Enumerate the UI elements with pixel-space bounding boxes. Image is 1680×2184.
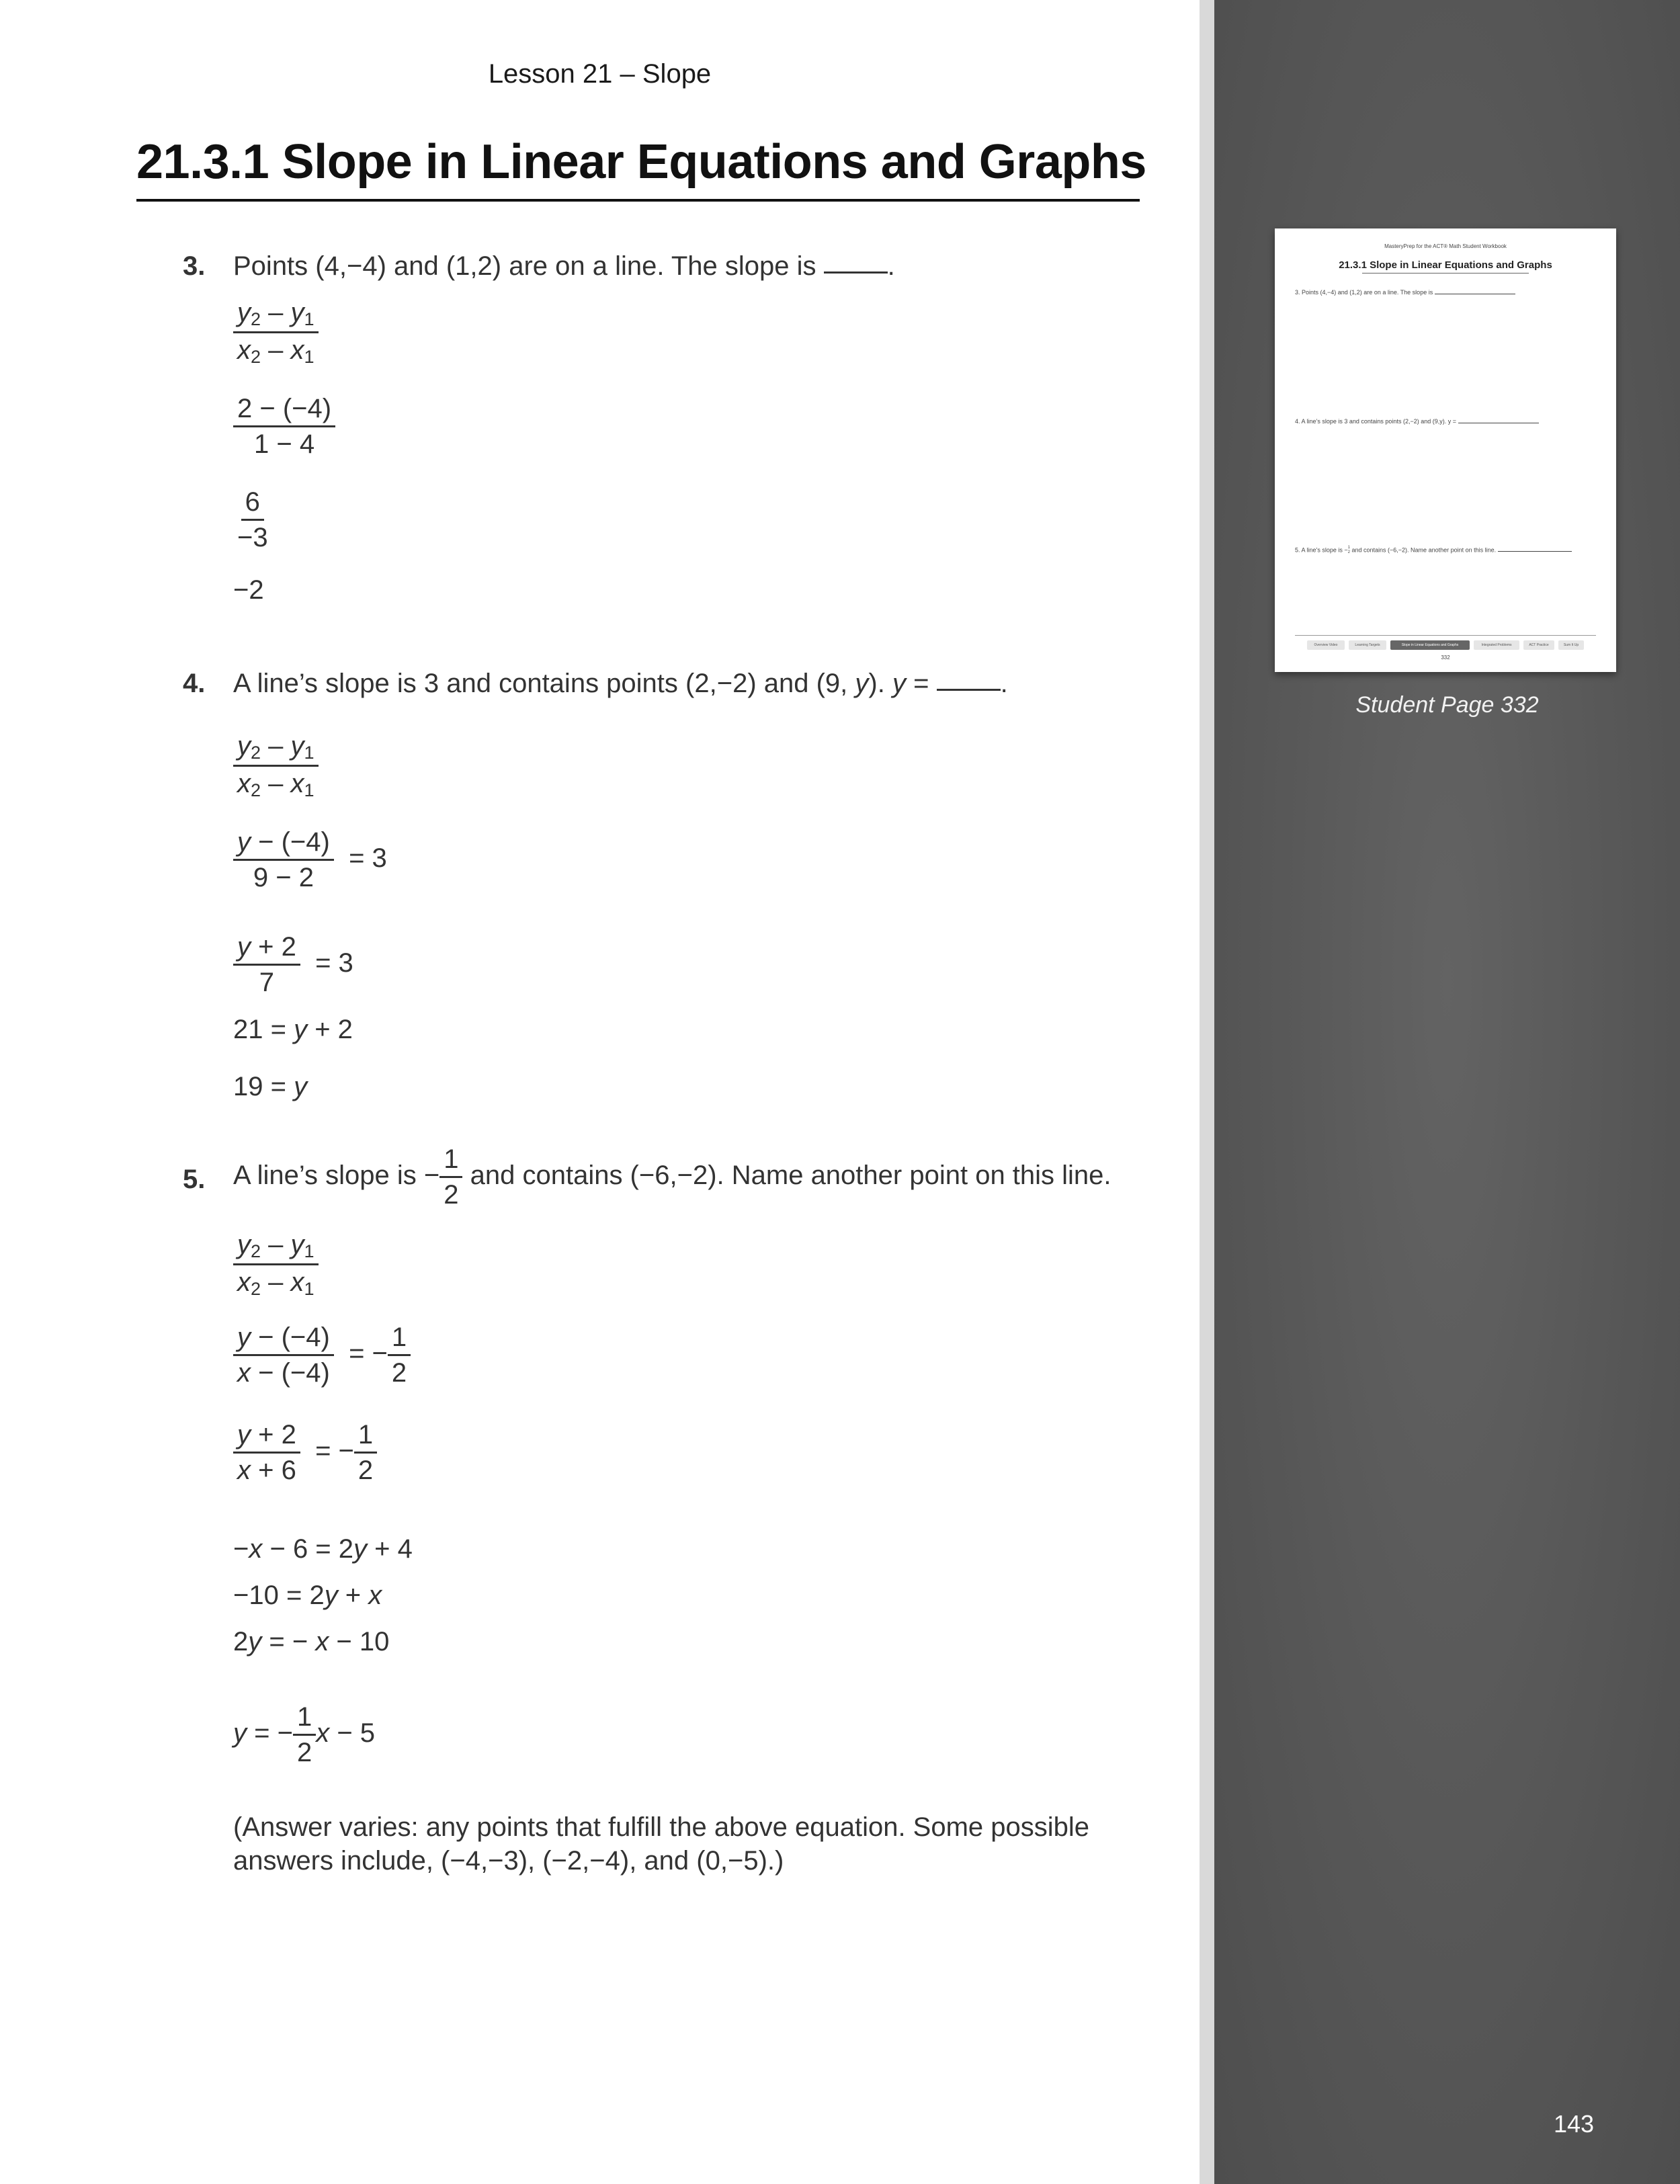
q3-answer: −2	[233, 575, 264, 605]
q4-answer: 19 = y	[233, 1072, 308, 1101]
thumb-tab: Overview Video	[1307, 640, 1345, 650]
answer-blank	[937, 689, 1001, 691]
thumb-title: 21.3.1 Slope in Linear Equations and Graphs	[1339, 259, 1552, 271]
section-title: 21.3.1 Slope in Linear Equations and Graphs	[136, 135, 1146, 189]
q5-step-3: 2y = − x − 10	[233, 1627, 390, 1656]
page-number: 143	[1554, 2110, 1595, 2138]
thumb-tab: Learning Targets	[1349, 640, 1386, 650]
thumb-tab: ACT Practice	[1523, 640, 1554, 650]
thumb-footer-rule	[1295, 635, 1596, 636]
q5-substitution: $\frac{y - (-4)}{x - (-4)}$ = − $\frac{1}{2}$	[233, 1320, 411, 1390]
q5-simplified: $\frac{y + 2}{x + 6}$ = − $\frac{1}{2}$	[233, 1418, 377, 1487]
q4-simplified: $\frac{y + 2}{7}$ = 3	[233, 930, 353, 999]
thumb-q4: 4. A line’s slope is 3 and contains points (2,−2) and (9,y). y =	[1295, 418, 1539, 425]
q4-slope-formula: $\frac{y_2 - y_1}{x_2 - x_1}$	[233, 729, 319, 802]
student-page-thumbnail[interactable]	[1275, 228, 1616, 672]
q3-substitution: $\frac{2 - (-4)}{1 - 4}$	[233, 392, 335, 461]
q5-step-2: −10 = 2y + x	[233, 1581, 382, 1610]
thumb-tab-active: Slope in Linear Equations and Graphs	[1390, 640, 1470, 650]
thumb-top-line: MasteryPrep for the ACT® Math Student Workbook	[1384, 243, 1507, 249]
question-3-text: Points (4,−4) and (1,2) are on a line. The slope is .	[233, 251, 895, 281]
q5-slope-intercept-form: y = − $\frac{1}{2}$ x − 5	[233, 1700, 375, 1769]
question-3-number: 3.	[183, 251, 206, 281]
thumb-page-number: 332	[1441, 655, 1450, 661]
q3-simplified: $\frac{6}{-3}$	[233, 485, 272, 554]
question-5-text: A line’s slope is − $\frac{1}{2}$ and contains (−6,−2). Name another point on this line.	[233, 1142, 1111, 1212]
page-divider	[1200, 0, 1214, 2184]
thumb-tab: Integrated Problems	[1474, 640, 1519, 650]
title-rule	[136, 199, 1140, 202]
question-4-text: A line’s slope is 3 and contains points (2,−2) and (9, y). y = .	[233, 669, 1008, 698]
q5-slope-formula: $\frac{y_2 - y_1}{x_2 - x_1}$	[233, 1228, 319, 1301]
thumb-tab: Sum It Up	[1558, 640, 1584, 650]
thumb-title-rule	[1362, 273, 1529, 274]
answer-blank	[824, 271, 888, 274]
q5-answer-note: (Answer varies: any points that fulfill the above equation. Some possible answers include, (−4,−3), (−2,−4), and (0,−5).)	[233, 1812, 1090, 1876]
lesson-header: Lesson 21 – Slope	[488, 59, 712, 89]
student-page-caption: Student Page 332	[1355, 692, 1539, 718]
question-5-number: 5.	[183, 1165, 206, 1194]
thumb-q3: 3. Points (4,−4) and (1,2) are on a line. The slope is	[1295, 289, 1515, 296]
q3-slope-formula: $\frac{y_2 - y_1}{x_2 - x_1}$	[233, 296, 319, 369]
q5-step-1: −x − 6 = 2y + 4	[233, 1534, 413, 1564]
question-4-number: 4.	[183, 669, 206, 698]
q4-substitution: $\frac{y - (-4)}{9 - 2}$ = 3	[233, 825, 387, 894]
thumb-q5: 5. A line’s slope is − 1 2 and contains (−6,−2). Name another point on this line.	[1295, 546, 1572, 555]
q4-step-cross-multiply: 21 = y + 2	[233, 1015, 353, 1044]
